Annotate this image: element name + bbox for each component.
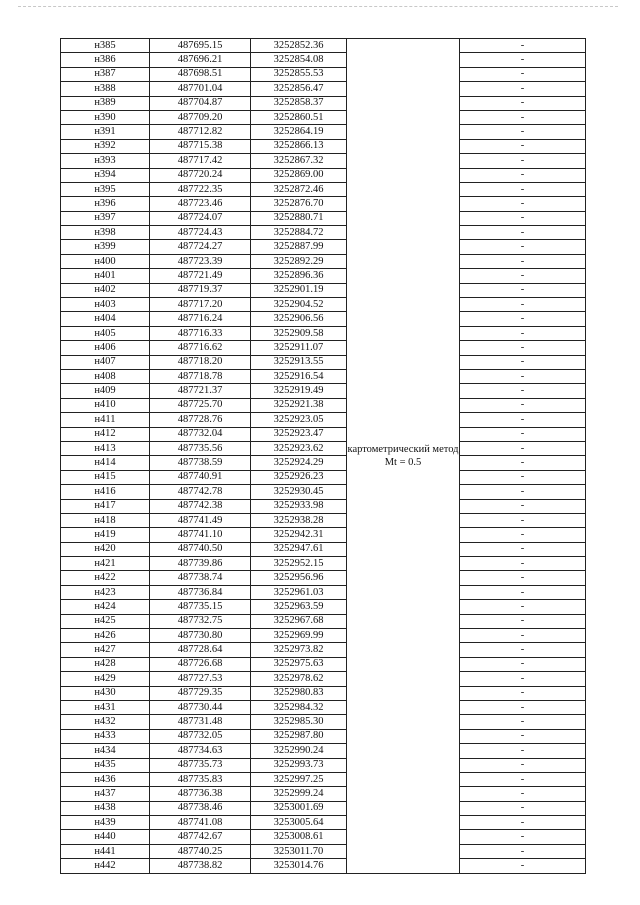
table-row (61, 787, 586, 801)
accuracy-cell: - (460, 700, 586, 714)
accuracy-cell: - (460, 269, 586, 283)
x-coordinate-cell: 487732.04 (150, 427, 251, 441)
accuracy-cell: - (460, 427, 586, 441)
x-coordinate-cell: 487741.49 (150, 513, 251, 527)
accuracy-cell: - (460, 182, 586, 196)
x-coordinate-cell: 487724.43 (150, 226, 251, 240)
point-id-cell: н410 (61, 398, 150, 412)
table-row (61, 859, 586, 873)
x-coordinate-cell: 487742.38 (150, 499, 251, 513)
point-id-cell: н416 (61, 485, 150, 499)
x-coordinate-cell: 487728.76 (150, 413, 251, 427)
accuracy-cell: - (460, 614, 586, 628)
x-coordinate-cell: 487735.56 (150, 441, 251, 455)
accuracy-cell: - (460, 629, 586, 643)
point-id-cell: н428 (61, 657, 150, 671)
accuracy-cell: - (460, 686, 586, 700)
table-row (61, 672, 586, 686)
x-coordinate-cell: 487728.64 (150, 643, 251, 657)
point-id-cell: н426 (61, 629, 150, 643)
table-row (61, 744, 586, 758)
point-id-cell: н402 (61, 283, 150, 297)
y-coordinate-cell: 3252892.29 (251, 254, 347, 268)
y-coordinate-cell: 3252923.05 (251, 413, 347, 427)
table-row (61, 772, 586, 786)
accuracy-cell: - (460, 859, 586, 873)
accuracy-cell: - (460, 240, 586, 254)
point-id-cell: н406 (61, 341, 150, 355)
y-coordinate-cell: 3252930.45 (251, 485, 347, 499)
accuracy-cell: - (460, 441, 586, 455)
x-coordinate-cell: 487741.08 (150, 816, 251, 830)
y-coordinate-cell: 3252860.51 (251, 110, 347, 124)
x-coordinate-cell: 487723.39 (150, 254, 251, 268)
y-coordinate-cell: 3252923.47 (251, 427, 347, 441)
table-row (61, 154, 586, 168)
accuracy-cell: - (460, 125, 586, 139)
table-row (61, 600, 586, 614)
x-coordinate-cell: 487709.20 (150, 110, 251, 124)
accuracy-cell: - (460, 53, 586, 67)
table-row (61, 67, 586, 81)
x-coordinate-cell: 487719.37 (150, 283, 251, 297)
point-id-cell: н389 (61, 96, 150, 110)
point-id-cell: н434 (61, 744, 150, 758)
accuracy-cell: - (460, 844, 586, 858)
y-coordinate-cell: 3252856.47 (251, 82, 347, 96)
y-coordinate-cell: 3252926.23 (251, 470, 347, 484)
table-row (61, 298, 586, 312)
accuracy-cell: - (460, 787, 586, 801)
point-id-cell: н415 (61, 470, 150, 484)
y-coordinate-cell: 3252947.61 (251, 542, 347, 556)
x-coordinate-cell: 487726.68 (150, 657, 251, 671)
y-coordinate-cell: 3252993.73 (251, 758, 347, 772)
x-coordinate-cell: 487724.07 (150, 211, 251, 225)
x-coordinate-cell: 487732.05 (150, 729, 251, 743)
table-row (61, 657, 586, 671)
table-row (61, 110, 586, 124)
x-coordinate-cell: 487724.27 (150, 240, 251, 254)
accuracy-cell: - (460, 82, 586, 96)
y-coordinate-cell: 3252967.68 (251, 614, 347, 628)
y-coordinate-cell: 3252852.36 (251, 39, 347, 53)
accuracy-cell: - (460, 528, 586, 542)
accuracy-cell: - (460, 298, 586, 312)
point-id-cell: н430 (61, 686, 150, 700)
accuracy-cell: - (460, 470, 586, 484)
point-id-cell: н387 (61, 67, 150, 81)
point-id-cell: н425 (61, 614, 150, 628)
point-id-cell: н422 (61, 571, 150, 585)
y-coordinate-cell: 3252921.38 (251, 398, 347, 412)
x-coordinate-cell: 487701.04 (150, 82, 251, 96)
table-row (61, 269, 586, 283)
point-id-cell: н394 (61, 168, 150, 182)
table-row (61, 341, 586, 355)
x-coordinate-cell: 487716.24 (150, 312, 251, 326)
x-coordinate-cell: 487718.20 (150, 355, 251, 369)
method-cell: картометрический метод Mt = 0.5 (347, 39, 460, 874)
table-row (61, 830, 586, 844)
y-coordinate-cell: 3252999.24 (251, 787, 347, 801)
table-row (61, 557, 586, 571)
accuracy-cell: - (460, 168, 586, 182)
x-coordinate-cell: 487696.21 (150, 53, 251, 67)
y-coordinate-cell: 3252990.24 (251, 744, 347, 758)
table-row (61, 39, 586, 53)
accuracy-cell: - (460, 211, 586, 225)
accuracy-cell: - (460, 744, 586, 758)
table-row (61, 542, 586, 556)
point-id-cell: н408 (61, 369, 150, 383)
accuracy-cell: - (460, 355, 586, 369)
point-id-cell: н435 (61, 758, 150, 772)
point-id-cell: н411 (61, 413, 150, 427)
y-coordinate-cell: 3252858.37 (251, 96, 347, 110)
x-coordinate-cell: 487735.83 (150, 772, 251, 786)
accuracy-cell: - (460, 312, 586, 326)
x-coordinate-cell: 487732.75 (150, 614, 251, 628)
point-id-cell: н421 (61, 557, 150, 571)
table-row (61, 413, 586, 427)
y-coordinate-cell: 3252911.07 (251, 341, 347, 355)
x-coordinate-cell: 487731.48 (150, 715, 251, 729)
x-coordinate-cell: 487738.59 (150, 456, 251, 470)
y-coordinate-cell: 3253001.69 (251, 801, 347, 815)
accuracy-cell: - (460, 758, 586, 772)
point-id-cell: н441 (61, 844, 150, 858)
x-coordinate-cell: 487715.38 (150, 139, 251, 153)
point-id-cell: н436 (61, 772, 150, 786)
accuracy-cell: - (460, 384, 586, 398)
y-coordinate-cell: 3252938.28 (251, 513, 347, 527)
y-coordinate-cell: 3253008.61 (251, 830, 347, 844)
table-row (61, 226, 586, 240)
table-row (61, 355, 586, 369)
y-coordinate-cell: 3252864.19 (251, 125, 347, 139)
table-row (61, 801, 586, 815)
accuracy-cell: - (460, 772, 586, 786)
accuracy-cell: - (460, 643, 586, 657)
table-row (61, 398, 586, 412)
point-id-cell: н385 (61, 39, 150, 53)
accuracy-cell: - (460, 816, 586, 830)
y-coordinate-cell: 3252978.62 (251, 672, 347, 686)
x-coordinate-cell: 487722.35 (150, 182, 251, 196)
x-coordinate-cell: 487723.46 (150, 197, 251, 211)
table-row (61, 283, 586, 297)
y-coordinate-cell: 3252876.70 (251, 197, 347, 211)
point-id-cell: н397 (61, 211, 150, 225)
x-coordinate-cell: 487738.46 (150, 801, 251, 815)
accuracy-cell: - (460, 729, 586, 743)
point-id-cell: н391 (61, 125, 150, 139)
x-coordinate-cell: 487727.53 (150, 672, 251, 686)
x-coordinate-cell: 487738.74 (150, 571, 251, 585)
table-row (61, 485, 586, 499)
table-row (61, 686, 586, 700)
y-coordinate-cell: 3252906.56 (251, 312, 347, 326)
accuracy-cell: - (460, 413, 586, 427)
x-coordinate-cell: 487712.82 (150, 125, 251, 139)
table-row (61, 82, 586, 96)
table-row (61, 758, 586, 772)
x-coordinate-cell: 487740.50 (150, 542, 251, 556)
y-coordinate-cell: 3252969.99 (251, 629, 347, 643)
accuracy-cell: - (460, 456, 586, 470)
point-id-cell: н399 (61, 240, 150, 254)
accuracy-cell: - (460, 110, 586, 124)
y-coordinate-cell: 3252963.59 (251, 600, 347, 614)
table-row (61, 168, 586, 182)
accuracy-cell: - (460, 672, 586, 686)
point-id-cell: н423 (61, 585, 150, 599)
x-coordinate-cell: 487698.51 (150, 67, 251, 81)
point-id-cell: н431 (61, 700, 150, 714)
table-row (61, 528, 586, 542)
point-id-cell: н409 (61, 384, 150, 398)
point-id-cell: н437 (61, 787, 150, 801)
point-id-cell: н418 (61, 513, 150, 527)
y-coordinate-cell: 3252904.52 (251, 298, 347, 312)
x-coordinate-cell: 487740.91 (150, 470, 251, 484)
point-id-cell: н429 (61, 672, 150, 686)
y-coordinate-cell: 3252855.53 (251, 67, 347, 81)
table-row (61, 456, 586, 470)
y-coordinate-cell: 3252923.62 (251, 441, 347, 455)
point-id-cell: н419 (61, 528, 150, 542)
y-coordinate-cell: 3252901.19 (251, 283, 347, 297)
point-id-cell: н400 (61, 254, 150, 268)
point-id-cell: н404 (61, 312, 150, 326)
accuracy-cell: - (460, 283, 586, 297)
point-id-cell: н414 (61, 456, 150, 470)
y-coordinate-cell: 3252913.55 (251, 355, 347, 369)
x-coordinate-cell: 487740.25 (150, 844, 251, 858)
table-row (61, 470, 586, 484)
y-coordinate-cell: 3252984.32 (251, 700, 347, 714)
table-row (61, 326, 586, 340)
accuracy-cell: - (460, 326, 586, 340)
y-coordinate-cell: 3252924.29 (251, 456, 347, 470)
accuracy-cell: - (460, 485, 586, 499)
y-coordinate-cell: 3252975.63 (251, 657, 347, 671)
x-coordinate-cell: 487718.78 (150, 369, 251, 383)
x-coordinate-cell: 487739.86 (150, 557, 251, 571)
x-coordinate-cell: 487695.15 (150, 39, 251, 53)
table-row (61, 643, 586, 657)
y-coordinate-cell: 3252866.13 (251, 139, 347, 153)
table-row (61, 715, 586, 729)
y-coordinate-cell: 3253011.70 (251, 844, 347, 858)
accuracy-cell: - (460, 557, 586, 571)
x-coordinate-cell: 487717.20 (150, 298, 251, 312)
accuracy-cell: - (460, 154, 586, 168)
table-row (61, 384, 586, 398)
point-id-cell: н405 (61, 326, 150, 340)
y-coordinate-cell: 3252867.32 (251, 154, 347, 168)
point-id-cell: н390 (61, 110, 150, 124)
y-coordinate-cell: 3252980.83 (251, 686, 347, 700)
x-coordinate-cell: 487720.24 (150, 168, 251, 182)
y-coordinate-cell: 3252973.82 (251, 643, 347, 657)
accuracy-cell: - (460, 39, 586, 53)
accuracy-cell: - (460, 600, 586, 614)
y-coordinate-cell: 3252880.71 (251, 211, 347, 225)
y-coordinate-cell: 3252952.15 (251, 557, 347, 571)
point-id-cell: н388 (61, 82, 150, 96)
y-coordinate-cell: 3252997.25 (251, 772, 347, 786)
point-id-cell: н420 (61, 542, 150, 556)
x-coordinate-cell: 487704.87 (150, 96, 251, 110)
y-coordinate-cell: 3252909.58 (251, 326, 347, 340)
accuracy-cell: - (460, 254, 586, 268)
accuracy-cell: - (460, 398, 586, 412)
y-coordinate-cell: 3252872.46 (251, 182, 347, 196)
accuracy-cell: - (460, 657, 586, 671)
x-coordinate-cell: 487716.33 (150, 326, 251, 340)
x-coordinate-cell: 487716.62 (150, 341, 251, 355)
table-row (61, 441, 586, 455)
accuracy-cell: - (460, 197, 586, 211)
x-coordinate-cell: 487742.78 (150, 485, 251, 499)
y-coordinate-cell: 3252987.80 (251, 729, 347, 743)
accuracy-cell: - (460, 96, 586, 110)
table-row (61, 513, 586, 527)
x-coordinate-cell: 487730.44 (150, 700, 251, 714)
y-coordinate-cell: 3252942.31 (251, 528, 347, 542)
point-id-cell: н407 (61, 355, 150, 369)
point-id-cell: н424 (61, 600, 150, 614)
x-coordinate-cell: 487735.15 (150, 600, 251, 614)
x-coordinate-cell: 487721.49 (150, 269, 251, 283)
coordinates-table-body (61, 39, 586, 874)
table-row (61, 96, 586, 110)
x-coordinate-cell: 487736.38 (150, 787, 251, 801)
table-row (61, 585, 586, 599)
table-row (61, 729, 586, 743)
point-id-cell: н427 (61, 643, 150, 657)
y-coordinate-cell: 3252933.98 (251, 499, 347, 513)
accuracy-cell: - (460, 139, 586, 153)
y-coordinate-cell: 3252869.00 (251, 168, 347, 182)
point-id-cell: н432 (61, 715, 150, 729)
point-id-cell: н439 (61, 816, 150, 830)
x-coordinate-cell: 487729.35 (150, 686, 251, 700)
accuracy-cell: - (460, 542, 586, 556)
table-row (61, 816, 586, 830)
accuracy-cell: - (460, 226, 586, 240)
y-coordinate-cell: 3252896.36 (251, 269, 347, 283)
x-coordinate-cell: 487738.82 (150, 859, 251, 873)
accuracy-cell: - (460, 715, 586, 729)
y-coordinate-cell: 3253014.76 (251, 859, 347, 873)
table-row (61, 312, 586, 326)
point-id-cell: н393 (61, 154, 150, 168)
y-coordinate-cell: 3252884.72 (251, 226, 347, 240)
x-coordinate-cell: 487741.10 (150, 528, 251, 542)
table-row (61, 427, 586, 441)
x-coordinate-cell: 487730.80 (150, 629, 251, 643)
table-row (61, 700, 586, 714)
point-id-cell: н403 (61, 298, 150, 312)
accuracy-cell: - (460, 67, 586, 81)
table-row (61, 139, 586, 153)
x-coordinate-cell: 487735.73 (150, 758, 251, 772)
point-id-cell: н433 (61, 729, 150, 743)
table-row (61, 614, 586, 628)
point-id-cell: н396 (61, 197, 150, 211)
x-coordinate-cell: 487721.37 (150, 384, 251, 398)
accuracy-cell: - (460, 585, 586, 599)
y-coordinate-cell: 3253005.64 (251, 816, 347, 830)
y-coordinate-cell: 3252985.30 (251, 715, 347, 729)
point-id-cell: н440 (61, 830, 150, 844)
table-row (61, 240, 586, 254)
x-coordinate-cell: 487736.84 (150, 585, 251, 599)
y-coordinate-cell: 3252854.08 (251, 53, 347, 67)
table-row (61, 629, 586, 643)
point-id-cell: н412 (61, 427, 150, 441)
table-row (61, 844, 586, 858)
accuracy-cell: - (460, 801, 586, 815)
table-row (61, 369, 586, 383)
table-row (61, 571, 586, 585)
accuracy-cell: - (460, 571, 586, 585)
y-coordinate-cell: 3252916.54 (251, 369, 347, 383)
y-coordinate-cell: 3252961.03 (251, 585, 347, 599)
x-coordinate-cell: 487717.42 (150, 154, 251, 168)
accuracy-cell: - (460, 499, 586, 513)
x-coordinate-cell: 487734.63 (150, 744, 251, 758)
point-id-cell: н417 (61, 499, 150, 513)
point-id-cell: н386 (61, 53, 150, 67)
accuracy-cell: - (460, 830, 586, 844)
point-id-cell: н392 (61, 139, 150, 153)
table-row (61, 125, 586, 139)
table-row (61, 254, 586, 268)
point-id-cell: н395 (61, 182, 150, 196)
table-row (61, 211, 586, 225)
x-coordinate-cell: 487725.70 (150, 398, 251, 412)
point-id-cell: н413 (61, 441, 150, 455)
table-row (61, 182, 586, 196)
y-coordinate-cell: 3252887.99 (251, 240, 347, 254)
point-id-cell: н401 (61, 269, 150, 283)
point-id-cell: н438 (61, 801, 150, 815)
top-border-line (18, 6, 618, 8)
table-row (61, 499, 586, 513)
accuracy-cell: - (460, 341, 586, 355)
table-row (61, 53, 586, 67)
x-coordinate-cell: 487742.67 (150, 830, 251, 844)
y-coordinate-cell: 3252956.96 (251, 571, 347, 585)
y-coordinate-cell: 3252919.49 (251, 384, 347, 398)
point-id-cell: н398 (61, 226, 150, 240)
accuracy-cell: - (460, 369, 586, 383)
point-id-cell: н442 (61, 859, 150, 873)
accuracy-cell: - (460, 513, 586, 527)
table-row (61, 197, 586, 211)
coordinates-table (60, 38, 586, 874)
